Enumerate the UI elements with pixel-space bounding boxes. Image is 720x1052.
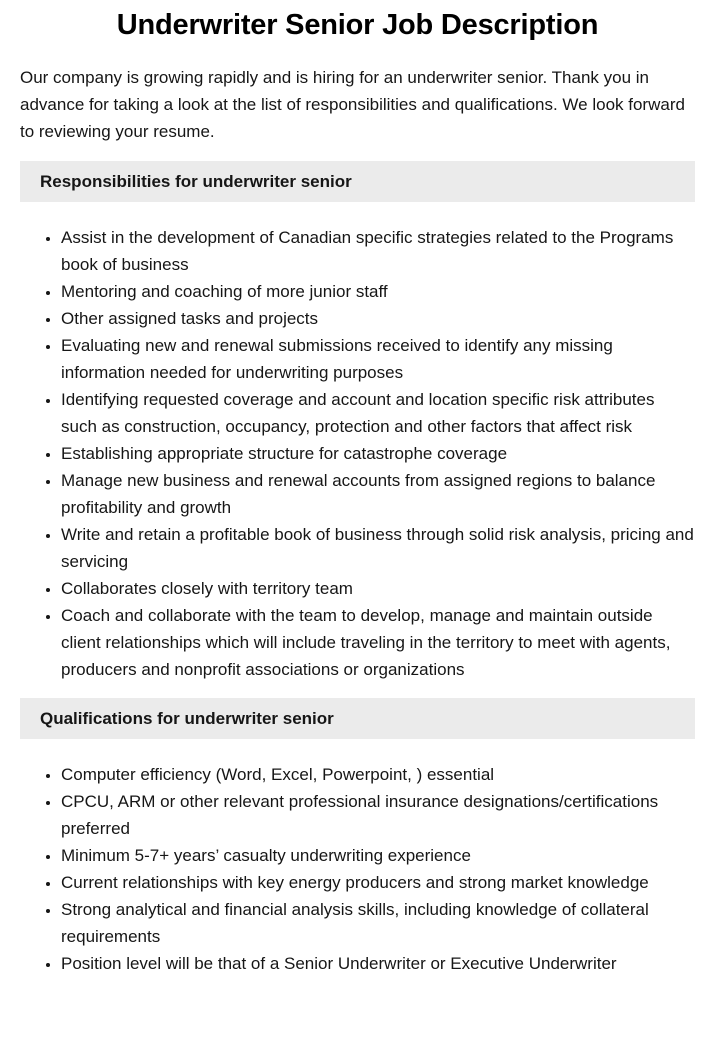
intro-paragraph: Our company is growing rapidly and is hiring for an underwriter senior. Thank you in advance for taking a look at the list of responsibilities and qualifications. We look forward to reviewing your resume. xyxy=(20,68,685,141)
responsibility-list-item: • Mentoring and coaching of more junior staff xyxy=(61,278,695,305)
qualification-list-item: • Current relationships with key energy producers and strong market knowledge xyxy=(61,869,695,896)
responsibilities-section xyxy=(20,161,695,683)
qualifications-list xyxy=(20,761,695,977)
responsibility-list-item: • Identifying requested coverage and account and location specific risk attributes such as construction, occupancy, protection and other factors that affect risk xyxy=(61,386,695,440)
responsibility-list-item: • Other assigned tasks and projects xyxy=(61,305,695,332)
qualification-list-item: • CPCU, ARM or other relevant professional insurance designations/certifications preferred xyxy=(61,788,695,842)
qualifications-heading: Qualifications for underwriter senior xyxy=(20,698,695,739)
qualification-list-item: • Position level will be that of a Senior Underwriter or Executive Underwriter xyxy=(61,950,695,977)
responsibility-list-item: • Manage new business and renewal accounts from assigned regions to balance profitability and growth xyxy=(61,467,695,521)
responsibilities-list xyxy=(20,224,695,683)
responsibility-list-item: • Write and retain a profitable book of business through solid risk analysis, pricing and servicing xyxy=(61,521,695,575)
qualification-list-item: • Strong analytical and financial analysis skills, including knowledge of collateral requirements xyxy=(61,896,695,950)
qualifications-section xyxy=(20,698,695,977)
responsibility-list-item: • Establishing appropriate structure for catastrophe coverage xyxy=(61,440,695,467)
responsibilities-heading: Responsibilities for underwriter senior xyxy=(20,161,695,202)
responsibility-list-item: • Collaborates closely with territory team xyxy=(61,575,695,602)
responsibility-list-item: • Coach and collaborate with the team to develop, manage and maintain outside client relationships which will include traveling in the territory to meet with agents, producers and nonprofit associations or organizations xyxy=(61,602,695,683)
qualification-list-item: • Minimum 5-7+ years’ casualty underwriting experience xyxy=(61,842,695,869)
page-title: Underwriter Senior Job Description xyxy=(116,9,599,41)
responsibility-list-item: • Assist in the development of Canadian specific strategies related to the Programs book of business xyxy=(61,224,695,278)
responsibility-list-item: • Evaluating new and renewal submissions received to identify any missing information needed for underwriting purposes xyxy=(61,332,695,386)
qualification-list-item: • Computer efficiency (Word, Excel, Powerpoint, ) essential xyxy=(61,761,695,788)
